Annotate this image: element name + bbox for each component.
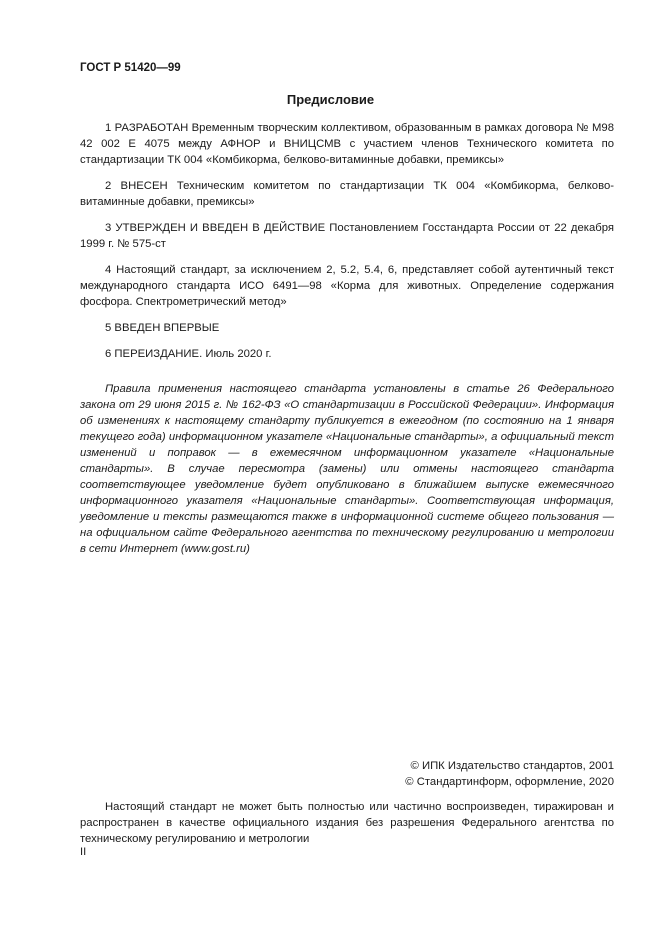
paragraph-2: 2 ВНЕСЕН Техническим комитетом по стандартизации ТК 004 «Комбикорма, белково-витаминные добавки, премиксы» — [80, 180, 614, 208]
foreword-body — [80, 120, 614, 372]
document-code: ГОСТ Р 51420—99 — [80, 62, 181, 74]
standard-application-notice: Правила применения настоящего стандарта установлены в статье 26 Федерального закона от 29 июня 2015 г. № 162-ФЗ «О стандартизации в Российской Федерации». Информация об изменениях к настоящему стандарту публикуется в ежегодном (по состоянию на 1 января текущего года) информационном указателе «Национальные стандарты», а официальный текст изменений и поправок — в ежемесячном информационном указателе «Национальные стандарты». В случае пересмотра (замены) или отмены настоящего стандарта соответствующее уведомление будет опубликовано в ближайшем выпуске ежемесячного информационного указателя «Национальные стандарты». Соответствующая информация, уведомление и тексты размещаются также в информационной системе общего пользования — на официальном сайте Федерального агентства по техническому регулированию и метрологии в сети Интернет (www.gost.ru) — [80, 383, 614, 555]
reproduction-notice: Настоящий стандарт не может быть полностью или частично воспроизведен, тиражирован и распространен в качестве официального издания без разрешения Федерального агентства по техническому регулированию и метрологии — [80, 801, 614, 845]
paragraph-5: 5 ВВЕДЕН ВПЕРВЫЕ — [105, 322, 220, 334]
copyright-block — [405, 758, 614, 790]
paragraph-6: 6 ПЕРЕИЗДАНИЕ. Июль 2020 г. — [105, 348, 272, 360]
page-number: II — [80, 846, 87, 858]
copyright-line-2: © Стандартинформ, оформление, 2020 — [405, 776, 614, 788]
paragraph-4: 4 Настоящий стандарт, за исключением 2, 5.2, 5.4, 6, представляет собой аутентичный текст международного стандарта ИСО 6491—98 «Корма для животных. Определение содержания фосфора. Спектрометрический метод» — [80, 264, 614, 308]
paragraph-3: 3 УТВЕРЖДЕН И ВВЕДЕН В ДЕЙСТВИЕ Постановлением Госстандарта России от 22 декабря 1999 г. № 575-ст — [80, 222, 614, 250]
paragraph-1: 1 РАЗРАБОТАН Временным творческим коллективом, образованным в рамках договора № М98 42 002 Е 4075 между АФНОР и ВНИЦСМВ с участием членов Технического комитета по стандартизации ТК 004 «Комбикорма, белково-витаминные добавки, премиксы» — [80, 122, 614, 166]
copyright-line-1: © ИПК Издательство стандартов, 2001 — [410, 760, 614, 772]
page-title: Предисловие — [286, 92, 375, 107]
